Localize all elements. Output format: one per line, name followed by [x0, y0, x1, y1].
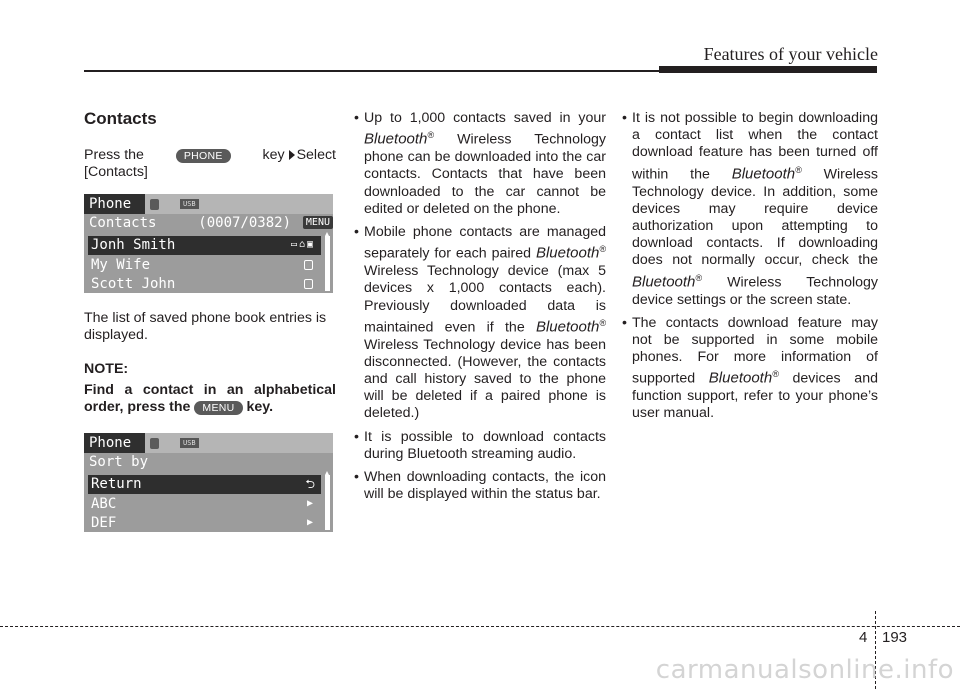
column-3 [622, 110, 878, 429]
contacts-bracket: [Contacts] [84, 164, 148, 181]
phone-key-badge: PHONE [176, 149, 231, 163]
header-bar [659, 66, 877, 73]
bullet-item: • When downloading contacts, the icon will be displayed within the status bar. [354, 469, 606, 503]
scrollbar [325, 236, 330, 291]
screen-status-bar [84, 194, 333, 214]
watermark: carmanualsonline.info [655, 655, 954, 685]
list-description: The list of saved phone book entries is displayed. [84, 309, 327, 343]
menu-key-badge: MENU [194, 401, 242, 415]
list-item-selected: Jonh Smith ▭⌂▣ [88, 236, 321, 255]
header-title: Features of your vehicle [703, 44, 878, 64]
list-item: DEF ▶ [91, 514, 313, 531]
menu-badge: MENU [303, 216, 333, 229]
arrow-right-icon [289, 150, 295, 160]
screen-title-row [89, 453, 333, 472]
chevron-right-icon: ▶ [306, 516, 313, 528]
list-item: ABC ▶ [91, 495, 313, 512]
contact-count: (0007/0382) [198, 214, 291, 231]
contact-type-icons: ▭⌂▣ [290, 238, 315, 250]
phone-icon [304, 279, 313, 289]
bluetooth-icon [150, 438, 159, 449]
key-word: key Select [262, 147, 336, 164]
note-title: NOTE: [84, 361, 129, 378]
bluetooth-icon [150, 199, 159, 210]
page-number: 193 [882, 629, 908, 646]
bullet-item: • It is not possible to begin downloading a contact list when the contact download feature has been turned off within the Bluetooth® Wireless Technology device. In addition, some devices may require device authorization upon attempting to download contacts. If downloading does not normally occur, check the Bluetooth® Wireless Technology device settings or the screen state. [622, 110, 878, 309]
list-item: Scott John [91, 275, 321, 293]
screen-title: Contacts [89, 214, 157, 231]
screen-contacts [84, 194, 333, 293]
screen-status-bar [84, 433, 333, 453]
column-1 [84, 110, 336, 549]
press-instruction [84, 147, 336, 181]
section-heading: Contacts [84, 109, 157, 128]
return-icon: ⮌ [305, 476, 315, 491]
bullet-item: • The contacts download feature may not be supported in some mobile phones. For more information of supported Bluetooth® devices and function support, refer to your phone’s user manual. [622, 315, 878, 423]
footer-rule [0, 626, 960, 627]
screen-tab-phone: Phone [84, 194, 145, 214]
chevron-right-icon: ▶ [306, 497, 313, 509]
press-word: Press the [84, 147, 144, 164]
screen-title: Sort by [89, 453, 149, 470]
bullet-item: • Up to 1,000 contacts saved in your Bluetooth® Wireless Technology phone can be downloaded into the car contacts. Contacts that have been downloaded to the car cannot be edited or deleted on the phone. [354, 110, 606, 218]
bullet-item: • It is possible to download contacts during Bluetooth streaming audio. [354, 429, 606, 463]
list-item-selected: Return ⮌ [88, 475, 321, 494]
header-rule [84, 70, 659, 72]
screen-sort-by [84, 433, 333, 532]
bullet-item: • Mobile phone contacts are managed separately for each paired Bluetooth® Wireless Technology device (max 5 devices x 1,000 contacts each). Previously downloaded data is maintained even if the Bluetooth® Wireless Technology device has been disconnected. (However, the contacts and call history saved to the phone will be deleted if a paired phone is deleted.) [354, 224, 606, 423]
phone-icon [304, 260, 313, 270]
usb-badge: USB [180, 438, 199, 448]
usb-badge: USB [180, 199, 199, 209]
list-item: My Wife [91, 256, 321, 274]
screen-tab-phone: Phone [84, 433, 145, 453]
screen-title-row [89, 214, 333, 233]
note-body: Find a contact in an alphabetical order, press the MENU key. [84, 382, 336, 416]
chapter-number: 4 [859, 629, 868, 646]
scrollbar [325, 475, 330, 530]
column-2 [354, 110, 606, 509]
